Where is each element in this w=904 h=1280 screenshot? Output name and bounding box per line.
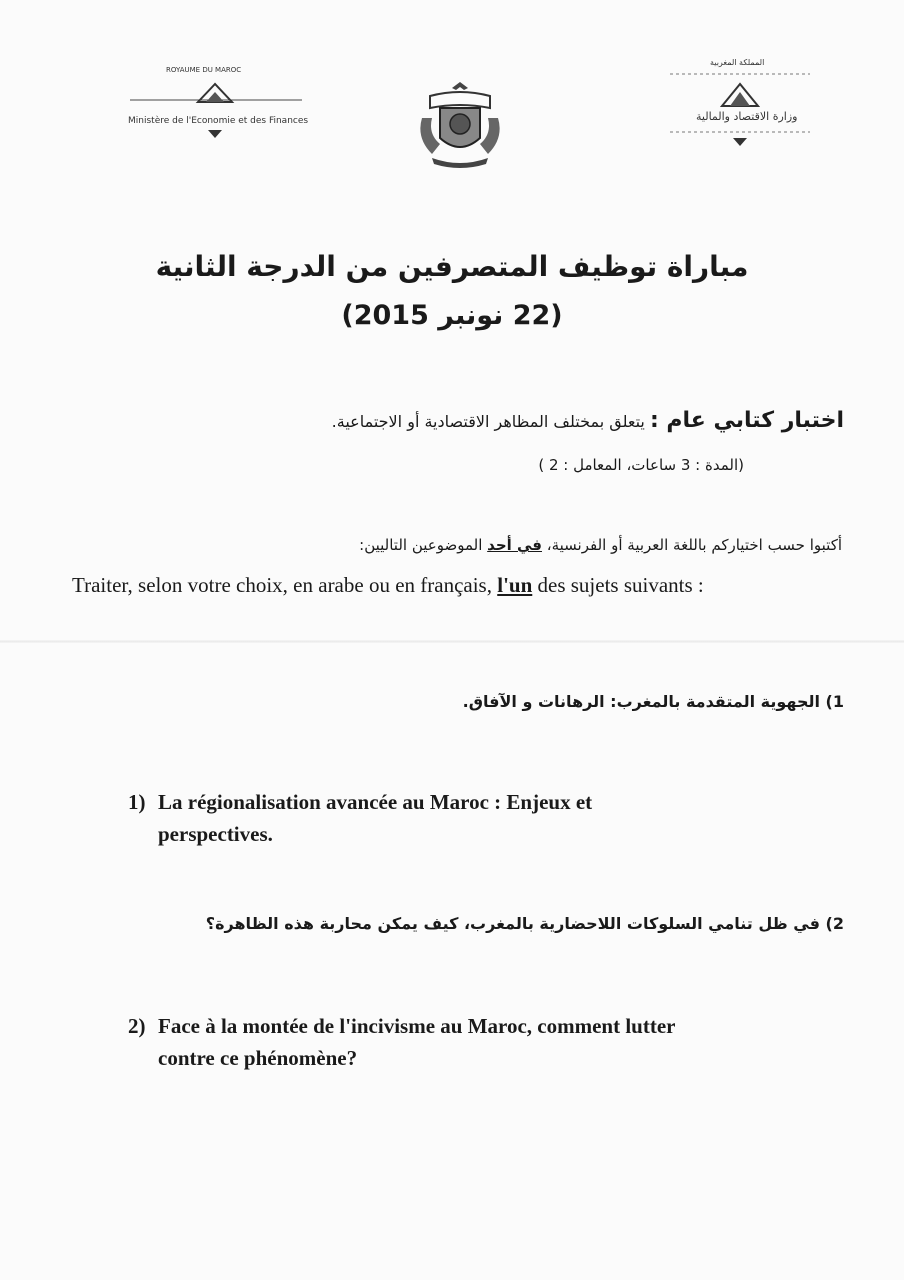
instruction-text: Traiter, selon votre choix, en arabe ou en français,	[72, 573, 498, 597]
logo-caption-top: ROYAUME DU MAROC	[166, 66, 242, 74]
question-text-continued: contre ce phénomène?	[158, 1046, 358, 1070]
instruction-arabic	[82, 536, 842, 554]
question-line	[128, 1010, 768, 1042]
logo-caption: Ministère de l'Economie et des Finances	[128, 116, 309, 126]
instruction-french	[72, 572, 842, 598]
instruction-text: des sujets suivants :	[532, 573, 704, 597]
royal-coat-of-arms-icon	[410, 78, 510, 170]
paper-fold-line	[0, 640, 904, 643]
question-2-arabic	[206, 914, 844, 933]
question-2-french	[128, 1010, 768, 1074]
question-number: 1)	[128, 790, 146, 814]
question-text-continued: perspectives.	[158, 822, 273, 846]
ministry-triangle-emblem-icon	[120, 62, 310, 142]
exam-description	[144, 408, 844, 433]
question-1-french	[128, 786, 768, 850]
royal-coat-of-arms	[410, 78, 510, 170]
instruction-text: أكتبوا حسب اختياركم باللغة العربية أو الفرنسية،	[542, 536, 842, 554]
question-text: الجهوية المتقدمة بالمغرب: الرهانات و الآفاق.	[462, 692, 820, 711]
question-line	[128, 786, 768, 818]
logo-caption: وزارة الاقتصاد والمالية	[696, 110, 798, 123]
exam-label: اختبار كتابي عام :	[649, 408, 844, 433]
question-text: Face à la montée de l'incivisme au Maroc, comment lutter	[158, 1014, 676, 1038]
exam-duration: (المدة : 3 ساعات، المعامل : 2 )	[538, 456, 744, 474]
logo-caption-top: المملكة المغربية	[710, 58, 765, 67]
exam-date: (22 نونبر 2015)	[341, 300, 563, 331]
exam-subject: يتعلق بمختلف المظاهر الاقتصادية أو الاجتماعية.	[331, 412, 645, 431]
question-number: 2)	[128, 1014, 146, 1038]
instruction-emphasis: في أحد	[487, 536, 542, 554]
question-number: 1)	[825, 692, 844, 711]
question-1-arabic	[463, 692, 844, 711]
instruction-emphasis: l'un	[497, 573, 533, 597]
instruction-text: الموضوعين التاليين:	[359, 536, 488, 554]
question-text: في ظل تنامي السلوكات اللاحضارية بالمغرب، كيف يمكن محاربة هذه الظاهرة؟	[205, 914, 820, 933]
ministry-triangle-emblem-icon	[660, 58, 820, 148]
left-ministry-logo	[120, 62, 310, 142]
exam-title: مباراة توظيف المتصرفين من الدرجة الثانية	[155, 250, 749, 283]
question-text: La régionalisation avancée au Maroc : Enjeux et	[158, 790, 593, 814]
right-ministry-logo	[660, 58, 820, 148]
question-number: 2)	[825, 914, 844, 933]
